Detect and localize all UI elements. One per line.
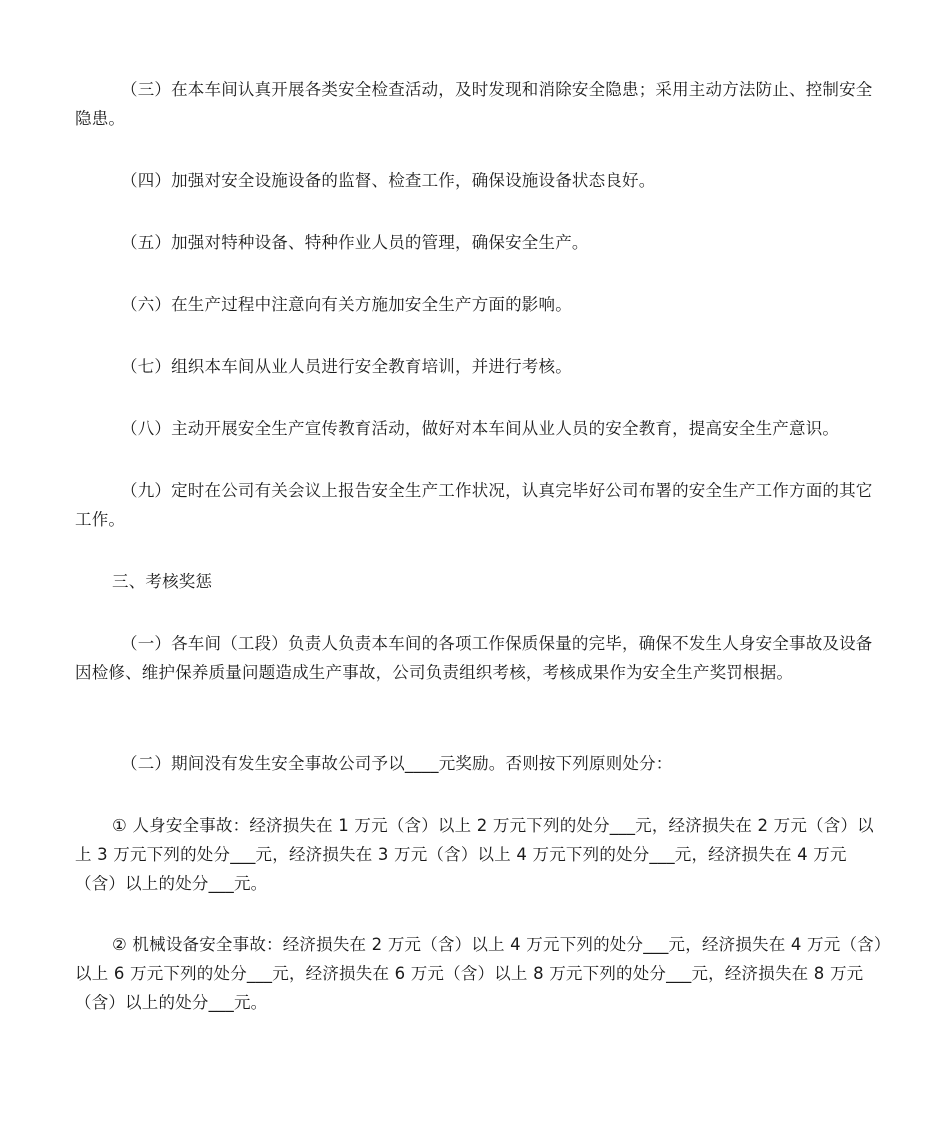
paragraph-9: （九）定时在公司有关会议上报告安全生产工作状况，认真完毕好公司布署的安全生产工作方面的其它工作。 <box>75 481 873 529</box>
paragraph-4: （四）加强对安全设施设备的监督、检查工作，确保设施设备状态良好。 <box>121 171 656 190</box>
paragraph-5: （五）加强对特种设备、特种作业人员的管理，确保安全生产。 <box>121 233 589 252</box>
paragraph-equipment-accident: ② 机械设备安全事故：经济损失在 2 万元（含）以上 4 万元下列的处分___元，经济损失在 4 万元（含）以上 6 万元下列的处分___元，经济损失在 6 万元（含）以上 8 万元下列的处分___元，经济损失在 8 万元（含）以上的处分___元。 <box>75 935 883 1012</box>
paragraph-3: （三）在本车间认真开展各类安全检查活动，及时发现和消除安全隐患；采用主动方法防止、控制安全隐患。 <box>75 80 873 128</box>
paragraph-assessment-1: （一）各车间（工段）负责人负责本车间的各项工作保质保量的完毕，确保不发生人身安全事故及设备因检修、维护保养质量问题造成生产事故，公司负责组织考核，考核成果作为安全生产奖罚根据。 <box>75 634 873 682</box>
paragraph-6: （六）在生产过程中注意向有关方施加安全生产方面的影响。 <box>121 295 572 314</box>
section-heading-assessment: 三、考核奖惩 <box>112 572 213 591</box>
paragraph-7: （七）组织本车间从业人员进行安全教育培训，并进行考核。 <box>121 357 572 376</box>
paragraph-assessment-2: （二）期间没有发生安全事故公司予以____元奖励。否则按下列原则处分： <box>121 754 673 773</box>
paragraph-personal-accident: ① 人身安全事故：经济损失在 1 万元（含）以上 2 万元下列的处分___元，经济损失在 2 万元（含）以上 3 万元下列的处分___元，经济损失在 3 万元（含）以上 4 万元下列的处分___元，经济损失在 4 万元（含）以上的处分___元。 <box>75 816 874 893</box>
paragraph-8: （八）主动开展安全生产宣传教育活动，做好对本车间从业人员的安全教育，提高安全生产意识。 <box>121 419 840 438</box>
